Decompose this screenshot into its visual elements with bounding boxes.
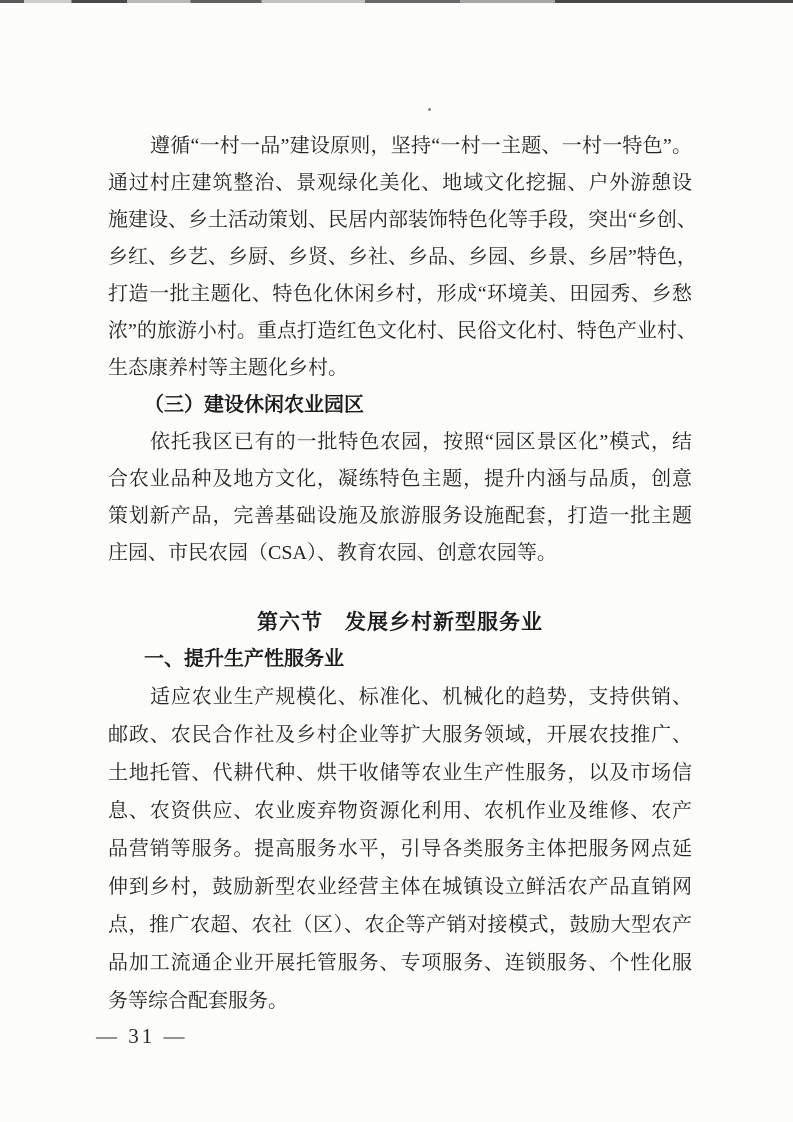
scan-edge-artifact [0, 0, 793, 3]
body-line: 依托我区已有的一批特色农园，按照“园区景区化”模式，结 [150, 431, 692, 453]
body-line: 合农业品种及地方文化，凝练特色主题，提升内涵与品质，创意 [108, 468, 692, 490]
body-line: 土地托管、代耕代种、烘干收储等农业生产性服务，以及市场信 [108, 762, 692, 784]
body-line: 乡红、乡艺、乡厨、乡贤、乡社、乡品、乡园、乡景、乡居”特色， [108, 246, 697, 268]
body-line: 品营销等服务。提高服务水平，引导各类服务主体把服务网点延 [108, 838, 692, 860]
body-line: 打造一批主题化、特色化休闲乡村，形成“环境美、田园秀、乡愁 [108, 283, 692, 305]
body-line: 品加工流通企业开展托管服务、专项服务、连锁服务、个性化服 [108, 952, 692, 974]
body-line: 浓”的旅游小村。重点打造红色文化村、民俗文化村、特色产业村、 [108, 320, 697, 342]
text-block [108, 128, 697, 1020]
body-line: 伸到乡村，鼓励新型农业经营主体在城镇设立鲜活农产品直销网 [108, 876, 692, 898]
body-line: 息、农资供应、农业废弃物资源化利用、农机作业及维修、农产 [108, 800, 692, 822]
heading-level3-leisure-agriculture-parks: （三）建设休闲农业园区 [144, 394, 364, 416]
body-line: 通过村庄建筑整治、景观绿化美化、地域文化挖掘、户外游憩设 [108, 172, 692, 194]
body-line: 策划新产品，完善基础设施及旅游服务设施配套，打造一批主题 [108, 505, 692, 527]
paragraph-village-theme [108, 128, 697, 387]
paragraph-agriculture-parks [108, 424, 692, 572]
body-line: 邮政、农民合作社及乡村企业等扩大服务领域，开展农技推广、 [108, 724, 692, 746]
section-heading-rural-new-services: 第六节 发展乡村新型服务业 [257, 611, 543, 634]
body-line: 点，推广农超、农社（区）、农企等产销对接模式，鼓励大型农产 [108, 914, 692, 936]
body-line: 务等综合配套服务。 [108, 990, 288, 1012]
body-line: 适应农业生产规模化、标准化、机械化的趋势，支持供销、 [150, 686, 692, 708]
scan-speck [428, 108, 431, 111]
body-line: 生态康养村等主题化乡村。 [108, 357, 348, 379]
sub-heading-productive-services: 一、提升生产性服务业 [144, 648, 344, 670]
body-line: 施建设、乡土活动策划、民居内部装饰特色化等手段，突出“乡创、 [108, 209, 697, 231]
body-line: 遵循“一村一品”建设原则，坚持“一村一主题、一村一特色”。 [150, 135, 692, 157]
paragraph-productive-services [108, 678, 692, 1020]
page-number: — 31 — [96, 1024, 188, 1048]
body-line: 庄园、市民农园（CSA）、教育农园、创意农园等。 [108, 542, 557, 564]
